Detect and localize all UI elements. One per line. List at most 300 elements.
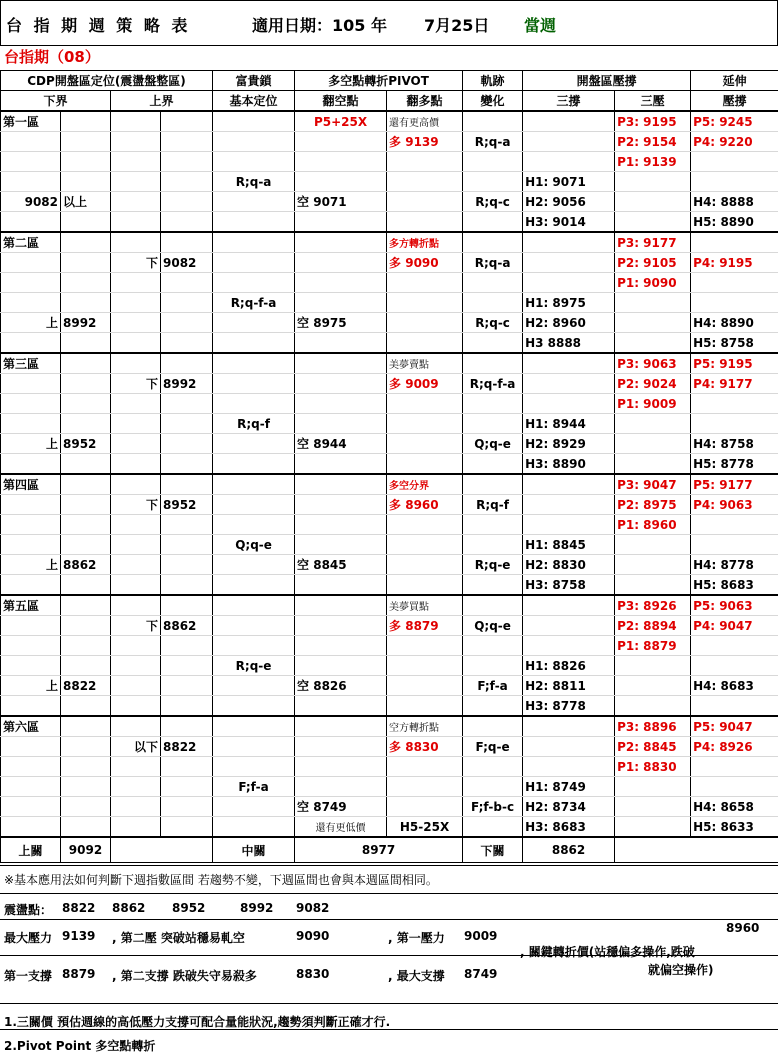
cell: H3: 8683 — [523, 817, 615, 838]
cell: 第一區 — [1, 111, 61, 132]
zone-row — [1, 555, 778, 575]
cell: P2: 9154 — [615, 132, 691, 152]
cell — [463, 232, 523, 253]
cell — [1, 152, 61, 172]
column-header: 翻空點 — [295, 91, 387, 112]
cell: P3: 9047 — [615, 474, 691, 495]
zone-row — [1, 212, 778, 233]
cell — [161, 716, 213, 737]
cell: 多 9139 — [387, 132, 463, 152]
cell — [615, 414, 691, 434]
cell — [387, 555, 463, 575]
cell — [463, 111, 523, 132]
zone-row — [1, 434, 778, 454]
cell — [161, 817, 213, 838]
first-pressure-value: 9009 — [464, 929, 498, 943]
cell: P3: 8926 — [615, 595, 691, 616]
cell: P5: 9245 — [691, 111, 778, 132]
cell — [463, 575, 523, 596]
cell — [1, 253, 61, 273]
cell — [213, 737, 295, 757]
cell: P5: 9063 — [691, 595, 778, 616]
cell — [111, 515, 161, 535]
cell — [213, 555, 295, 575]
cell — [387, 656, 463, 676]
cell: P4: 9177 — [691, 374, 778, 394]
cell — [615, 192, 691, 212]
cell — [61, 212, 111, 233]
cell: 美夢買點 — [387, 595, 463, 616]
cell — [213, 434, 295, 454]
cell — [111, 575, 161, 596]
cell — [161, 111, 213, 132]
zone-row — [1, 313, 778, 333]
cell — [161, 656, 213, 676]
cell: P2: 8894 — [615, 616, 691, 636]
column-header: 壓撐 — [691, 91, 778, 112]
cell — [111, 394, 161, 414]
cell: H1: 9071 — [523, 172, 615, 192]
cell — [61, 716, 111, 737]
cell — [213, 374, 295, 394]
key-price-value: 8960 — [726, 921, 760, 935]
cell — [1, 132, 61, 152]
cell — [61, 515, 111, 535]
zone-row — [1, 696, 778, 717]
zone-row — [1, 232, 778, 253]
cell: R;q-a — [463, 132, 523, 152]
cell — [61, 333, 111, 354]
zone-row — [1, 777, 778, 797]
cell — [615, 575, 691, 596]
cell — [213, 273, 295, 293]
cell — [1, 616, 61, 636]
cell: P2: 9105 — [615, 253, 691, 273]
cell — [523, 616, 615, 636]
cell: 多 9090 — [387, 253, 463, 273]
cell — [61, 273, 111, 293]
cell — [615, 454, 691, 475]
cell — [523, 353, 615, 374]
cell: Q;q-e — [463, 434, 523, 454]
cell: H4: 8658 — [691, 797, 778, 817]
second-pressure-value: 9090 — [296, 929, 330, 943]
cell — [111, 333, 161, 354]
cell: 空 8826 — [295, 676, 387, 696]
cell — [295, 212, 387, 233]
column-header: 三撐 — [523, 91, 615, 112]
cell — [61, 232, 111, 253]
cell — [61, 817, 111, 838]
cell — [111, 777, 161, 797]
cell: H2: 9056 — [523, 192, 615, 212]
column-header: 三壓 — [615, 91, 691, 112]
cell: 上 — [1, 434, 61, 454]
column-header: 上界 — [111, 91, 213, 112]
first-pressure-label: , 第一壓力 — [388, 931, 445, 945]
cell — [615, 333, 691, 354]
oscillation-label: 震盪點： — [4, 903, 53, 917]
cell — [387, 273, 463, 293]
cell — [213, 474, 295, 495]
cell: H5: 8890 — [691, 212, 778, 233]
zone-row — [1, 132, 778, 152]
cell: 以上 — [61, 192, 111, 212]
week-label: 當週 — [524, 15, 557, 35]
cell — [111, 172, 161, 192]
cell — [61, 636, 111, 656]
cell: H2: 8960 — [523, 313, 615, 333]
cell — [691, 232, 778, 253]
cell — [463, 535, 523, 555]
summary-cell: 下關 — [463, 837, 523, 863]
cell — [161, 515, 213, 535]
cell — [691, 515, 778, 535]
cell — [1, 273, 61, 293]
cell — [161, 192, 213, 212]
cell — [1, 394, 61, 414]
cell — [213, 353, 295, 374]
cell — [463, 454, 523, 475]
cell — [213, 232, 295, 253]
cell — [61, 575, 111, 596]
cell — [1, 374, 61, 394]
cell — [463, 273, 523, 293]
cell — [1, 495, 61, 515]
cell: 空 8975 — [295, 313, 387, 333]
oscillation-value: 8952 — [172, 901, 206, 915]
zone-row — [1, 515, 778, 535]
cell — [691, 172, 778, 192]
cell: P4: 9063 — [691, 495, 778, 515]
cell — [387, 575, 463, 596]
cell: H1: 8749 — [523, 777, 615, 797]
note-text: ※基本應用法如何判斷下週指數區間 若趨勢不變，下週區間也會與本週區間相同。 — [4, 873, 438, 887]
cell — [691, 696, 778, 717]
cell — [463, 172, 523, 192]
cell — [161, 232, 213, 253]
cell — [387, 333, 463, 354]
cell: 空 8749 — [295, 797, 387, 817]
cell — [463, 515, 523, 535]
cell — [1, 737, 61, 757]
cell — [161, 595, 213, 616]
cell — [111, 817, 161, 838]
cell: Q;q-e — [213, 535, 295, 555]
divider — [0, 1029, 778, 1030]
cell: P4: 9047 — [691, 616, 778, 636]
cell: H2: 8734 — [523, 797, 615, 817]
cell — [295, 374, 387, 394]
cell — [1, 212, 61, 233]
cell — [111, 676, 161, 696]
cell — [61, 172, 111, 192]
cell — [523, 716, 615, 737]
cell: P5: 9177 — [691, 474, 778, 495]
first-support-label: 第一支撐 — [4, 969, 53, 983]
cell: R;q-f — [463, 495, 523, 515]
cell — [111, 454, 161, 475]
cell — [463, 595, 523, 616]
cell — [295, 152, 387, 172]
cell: P3: 9177 — [615, 232, 691, 253]
zone-row — [1, 273, 778, 293]
cell: 第三區 — [1, 353, 61, 374]
cell: P1: 9139 — [615, 152, 691, 172]
cell: 美夢賣點 — [387, 353, 463, 374]
cell — [213, 757, 295, 777]
cell — [387, 757, 463, 777]
cell — [463, 777, 523, 797]
cell — [161, 414, 213, 434]
cell: 下 — [111, 374, 161, 394]
cell — [523, 132, 615, 152]
cell: 8992 — [161, 374, 213, 394]
cell — [523, 495, 615, 515]
cell — [295, 495, 387, 515]
cell — [111, 595, 161, 616]
cell — [523, 636, 615, 656]
cell — [463, 817, 523, 838]
zone-row — [1, 817, 778, 838]
zone-row — [1, 293, 778, 313]
zone-row — [1, 333, 778, 354]
cell — [615, 696, 691, 717]
cell: F;f-a — [213, 777, 295, 797]
cell — [387, 454, 463, 475]
cell — [61, 495, 111, 515]
cell — [1, 172, 61, 192]
cell: H5: 8778 — [691, 454, 778, 475]
cell — [523, 152, 615, 172]
cell — [295, 616, 387, 636]
cell — [111, 474, 161, 495]
column-header: 下界 — [1, 91, 111, 112]
subtitle: 台指期（08） — [4, 48, 100, 66]
max-pressure-label: 最大壓力 — [4, 931, 53, 945]
cell — [61, 293, 111, 313]
second-support-value: 8830 — [296, 967, 330, 981]
cell: Q;q-e — [463, 616, 523, 636]
key-price-label: , 關鍵轉折價(站穩偏多操作,跌破 — [520, 945, 695, 959]
cell — [615, 797, 691, 817]
column-group-header: CDP開盤區定位(震盪盤整區) — [1, 71, 213, 91]
cell — [213, 111, 295, 132]
cell — [161, 132, 213, 152]
cell — [295, 394, 387, 414]
cell — [615, 212, 691, 233]
cell — [1, 696, 61, 717]
cell — [615, 656, 691, 676]
divider — [0, 865, 778, 866]
cell — [1, 535, 61, 555]
date-value: 7月25日 — [424, 15, 490, 35]
cell — [111, 716, 161, 737]
cell — [213, 616, 295, 636]
cell: H4: 8683 — [691, 676, 778, 696]
zone-row — [1, 595, 778, 616]
cell — [523, 273, 615, 293]
cell: 第五區 — [1, 595, 61, 616]
cell — [213, 636, 295, 656]
cell — [161, 172, 213, 192]
cell — [1, 757, 61, 777]
cell — [387, 696, 463, 717]
zone-row — [1, 495, 778, 515]
cell — [161, 434, 213, 454]
divider — [0, 919, 778, 920]
date-label: 適用日期：105 年 — [252, 15, 387, 35]
cell — [523, 111, 615, 132]
cell: R;q-c — [463, 192, 523, 212]
cell — [615, 817, 691, 838]
cell: P2: 9024 — [615, 374, 691, 394]
cell: H5-25X — [387, 817, 463, 838]
cell: H3: 8758 — [523, 575, 615, 596]
cell — [213, 797, 295, 817]
cell: H4: 8778 — [691, 555, 778, 575]
cell: 還有更低價 — [295, 817, 387, 838]
cell — [61, 394, 111, 414]
cell — [1, 656, 61, 676]
cell — [213, 152, 295, 172]
cell — [111, 273, 161, 293]
cell — [111, 535, 161, 555]
zone-row — [1, 797, 778, 817]
cell: R;q-e — [463, 555, 523, 575]
column-group-header: 富貴鎖 — [213, 71, 295, 91]
cell: 多 9009 — [387, 374, 463, 394]
cell — [1, 293, 61, 313]
cell — [463, 212, 523, 233]
cell — [213, 313, 295, 333]
cell — [691, 636, 778, 656]
cell: R;q-f-a — [463, 374, 523, 394]
cell — [61, 111, 111, 132]
cell — [615, 313, 691, 333]
cell — [615, 555, 691, 575]
footnote: 1.三關價 預估週線的高低壓力支撐可配合量能狀況,趨勢須判斷正確才行. — [4, 1015, 391, 1029]
summary-row — [1, 837, 778, 863]
column-group-header: 開盤區壓撐 — [523, 71, 691, 91]
cell — [213, 212, 295, 233]
cell: 第二區 — [1, 232, 61, 253]
cell — [463, 152, 523, 172]
cell — [213, 192, 295, 212]
cell — [691, 535, 778, 555]
cell: F;q-e — [463, 737, 523, 757]
cell — [213, 515, 295, 535]
cell — [61, 454, 111, 475]
cell: P1: 9090 — [615, 273, 691, 293]
cell: H3: 8778 — [523, 696, 615, 717]
cell — [387, 676, 463, 696]
zone-row — [1, 111, 778, 132]
cell — [61, 152, 111, 172]
cell: P3: 8896 — [615, 716, 691, 737]
cell — [523, 232, 615, 253]
cell — [523, 515, 615, 535]
cell — [111, 414, 161, 434]
cell — [387, 414, 463, 434]
oscillation-value: 8862 — [112, 901, 146, 915]
cell — [213, 394, 295, 414]
zone-row — [1, 535, 778, 555]
cell: 多 8830 — [387, 737, 463, 757]
cell — [1, 575, 61, 596]
cell — [295, 414, 387, 434]
zone-row — [1, 474, 778, 495]
cell — [1, 454, 61, 475]
cell — [1, 817, 61, 838]
cell — [387, 212, 463, 233]
cell — [161, 212, 213, 233]
cell: 8952 — [61, 434, 111, 454]
cell — [161, 333, 213, 354]
zone-row — [1, 656, 778, 676]
cell — [387, 777, 463, 797]
cell — [615, 777, 691, 797]
cell — [61, 777, 111, 797]
zone-row — [1, 676, 778, 696]
cell: P1: 8830 — [615, 757, 691, 777]
cell: P1: 9009 — [615, 394, 691, 414]
cell — [615, 293, 691, 313]
cell — [387, 394, 463, 414]
cell: 多 8879 — [387, 616, 463, 636]
cell: 上 — [1, 313, 61, 333]
cell — [161, 353, 213, 374]
cell — [61, 253, 111, 273]
header-row-2 — [1, 91, 778, 112]
cell — [213, 676, 295, 696]
cell: 空 8845 — [295, 555, 387, 575]
cell — [213, 253, 295, 273]
cell — [111, 757, 161, 777]
cell — [387, 515, 463, 535]
zone-row — [1, 192, 778, 212]
cell: 第四區 — [1, 474, 61, 495]
cell: P4: 8926 — [691, 737, 778, 757]
cell — [387, 434, 463, 454]
cell — [61, 535, 111, 555]
cell — [161, 293, 213, 313]
cell: H5: 8683 — [691, 575, 778, 596]
cell: H1: 8944 — [523, 414, 615, 434]
cell — [463, 636, 523, 656]
cell: H2: 8830 — [523, 555, 615, 575]
cell — [463, 656, 523, 676]
cell — [295, 132, 387, 152]
cell — [1, 777, 61, 797]
cell: 8862 — [61, 555, 111, 575]
cell — [61, 737, 111, 757]
cell — [161, 454, 213, 475]
cell: 多 8960 — [387, 495, 463, 515]
cell — [295, 353, 387, 374]
cell — [295, 636, 387, 656]
cell — [213, 817, 295, 838]
cell — [1, 636, 61, 656]
cell — [463, 414, 523, 434]
cell — [387, 192, 463, 212]
max-support-label: , 最大支撐 — [388, 969, 445, 983]
cell: 多空分界 — [387, 474, 463, 495]
cell — [1, 797, 61, 817]
cell — [295, 253, 387, 273]
cell: R;q-a — [213, 172, 295, 192]
cell — [523, 737, 615, 757]
